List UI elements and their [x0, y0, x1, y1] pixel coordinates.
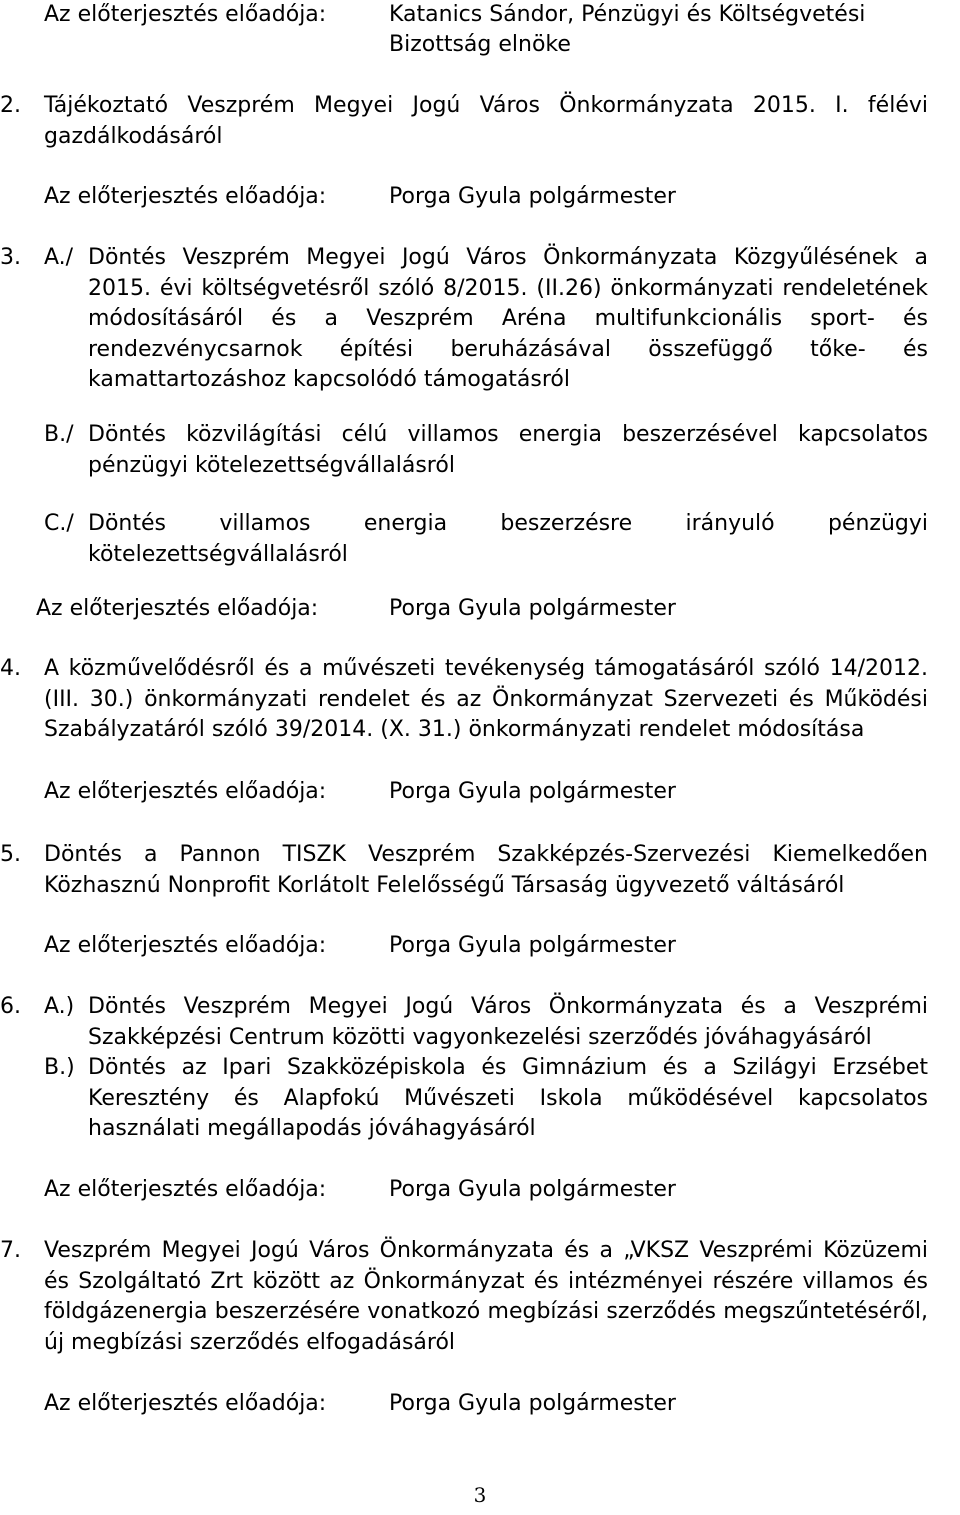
presenter-line-5: [44, 931, 944, 962]
presenter-value: Porga Gyula polgármester: [389, 596, 676, 621]
sub-item-label: A./: [44, 245, 74, 270]
presenter-label: Az előterjesztés előadója:: [44, 2, 327, 27]
presenter-label: Az előterjesztés előadója:: [44, 184, 327, 209]
item-number: 4.: [0, 656, 21, 681]
item-text: Veszprém Megyei Jogú Város Önkormányzata és a „VKSZ Veszprémi Közüzemi és Szolgáltató Zrt között az Önkormányzat és intézményei részére villamos és földgázenergia beszerzésére vonatkozó megbízási szerződés megszűntetéséről, új megbízási szerződés elfogadásáról: [44, 1238, 928, 1355]
sub-item-text: Döntés villamos energia beszerzésre irányuló pénzügyi kötelezettségvállalásról: [88, 511, 928, 567]
sub-item-label: B./: [44, 422, 74, 447]
item-number: 3.: [0, 245, 21, 270]
presenter-value-cont: Bizottság elnöke: [389, 32, 571, 57]
item-number: 5.: [0, 842, 21, 867]
item-number: 2.: [0, 93, 21, 118]
item-text: A közművelődésről és a művészeti tevékenység támogatásáról szóló 14/2012. (III. 30.) önkormányzati rendelet és az Önkormányzat Szervezeti és Működési Szabályzatáról szóló 39/2014. (X. 31.) önkormányzati rendelet módosítása: [44, 656, 928, 742]
presenter-line-3: [36, 594, 936, 625]
presenter-line-top-cont: [44, 30, 944, 61]
presenter-label: Az előterjesztés előadója:: [44, 1177, 327, 1202]
item-number: 6.: [0, 994, 21, 1019]
presenter-value: Porga Gyula polgármester: [389, 184, 676, 209]
presenter-value: Porga Gyula polgármester: [389, 1391, 676, 1416]
presenter-value: Porga Gyula polgármester: [389, 1177, 676, 1202]
item-number: 7.: [0, 1238, 21, 1263]
sub-item-label: B.): [44, 1055, 75, 1080]
presenter-label: Az előterjesztés előadója:: [44, 1391, 327, 1416]
presenter-line-6: [44, 1175, 944, 1206]
page-number: 3: [473, 1483, 487, 1507]
item-text: Tájékoztató Veszprém Megyei Jogú Város Önkormányzata 2015. I. félévi gazdálkodásáról: [44, 93, 928, 149]
sub-item-text: Döntés az Ipari Szakközépiskola és Gimnázium és a Szilágyi Erzsébet Keresztény és Alapfokú Művészeti Iskola működésével kapcsolatos használati megállapodás jóváhagyásáról: [88, 1055, 928, 1141]
presenter-label: Az előterjesztés előadója:: [44, 933, 327, 958]
presenter-line-4: [44, 777, 944, 808]
sub-item-text: Döntés Veszprém Megyei Jogú Város Önkormányzata Közgyűlésének a 2015. évi költségvetésről szóló 8/2015. (II.26) önkormányzati rendeletének módosításáról és a Veszprém Aréna multifunkcionális sport- és rendezvénycsarnok építési beruházásával összefüggő tőke- és kamattartozáshoz kapcsolódó támogatásról: [88, 245, 928, 392]
presenter-label: Az előterjesztés előadója:: [36, 596, 319, 621]
presenter-value: Porga Gyula polgármester: [389, 779, 676, 804]
sub-item-text: Döntés közvilágítási célú villamos energia beszerzésével kapcsolatos pénzügyi kötelezettségvállalásról: [88, 422, 928, 478]
sub-item-label: C./: [44, 511, 74, 536]
sub-item-label: A.): [44, 994, 75, 1019]
presenter-value: Katanics Sándor, Pénzügyi és Költségvetési: [389, 2, 866, 27]
presenter-label: Az előterjesztés előadója:: [44, 779, 327, 804]
presenter-line-top: [44, 0, 944, 31]
item-text: Döntés a Pannon TISZK Veszprém Szakképzés-Szervezési Kiemelkedően Közhasznú Nonprofit Korlátolt Felelősségű Társaság ügyvezető váltásáról: [44, 842, 928, 898]
sub-item-text: Döntés Veszprém Megyei Jogú Város Önkormányzata és a Veszprémi Szakképzési Centrum közötti vagyonkezelési szerződés jóváhagyásáról: [88, 994, 928, 1050]
presenter-line-7: [44, 1389, 944, 1420]
presenter-value: Porga Gyula polgármester: [389, 933, 676, 958]
presenter-line-2: [44, 182, 944, 213]
